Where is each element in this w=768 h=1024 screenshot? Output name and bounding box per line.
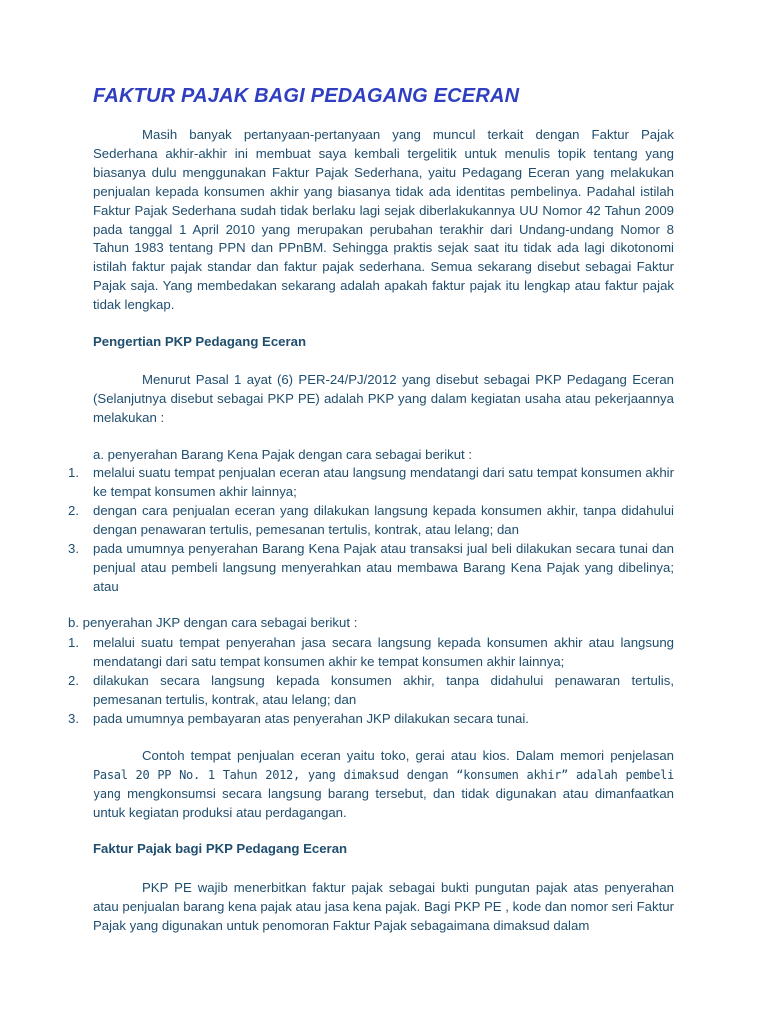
list-item (68, 710, 674, 729)
document-title: FAKTUR PAJAK BAGI PEDAGANG ECERAN (93, 85, 520, 107)
example-paragraph (93, 747, 674, 823)
list-item-text: melalui suatu tempat penjualan eceran atau langsung mendatangi dari satu tempat konsumen akhir ke tempat konsumen akhir lainnya; (93, 465, 674, 499)
list-item-text: melalui suatu tempat penyerahan jasa secara langsung kepada konsumen akhir atau langsung mendatangi dari satu tempat konsumen akhir ke tempat konsumen akhir lainnya; (93, 635, 674, 669)
list-item (68, 672, 674, 710)
list-item-number: 1. (68, 465, 79, 480)
intro-paragraph: Masih banyak pertanyaan-pertanyaan yang muncul terkait dengan Faktur Pajak Sederhana akhir-akhir ini membuat saya kembali tergelitik untuk menulis topik tentang yang biasanya dulu menggunakan Faktur Pajak Sederhana, yaitu Pedagang Eceran yang melakukan penjualan kepada konsumen akhir yang biasanya tidak ada identitas pembelinya. Padahal istilah Faktur Pajak Sederhana sudah tidak berlaku lagi sejak diberlakukannya UU Nomor 42 Tahun 2009 pada tanggal 1 April 2010 yang merupakan perubahan terakhir dari Undang-undang Nomor 8 Tahun 1983 tentang PPN dan PPnBM. Sehingga praktis sejak saat itu tidak ada lagi dikotonomi istilah faktur pajak standar dan faktur pajak sederhana. Semua sekarang disebut sebagai Faktur Pajak saja. Yang membedakan sekarang adalah apakah faktur pajak itu lengkap atau faktur pajak tidak lengkap. (93, 127, 674, 313)
faktur-paragraph: PKP PE wajib menerbitkan faktur pajak sebagai bukti pungutan pajak atas penyerahan atau penjualan barang kena pajak atau jasa kena pajak. Bagi PKP PE , kode dan nomor seri Faktur Pajak yang digunakan untuk penomoran Faktur Pajak sebagaimana dimaksud dalam (93, 880, 674, 933)
example-text-start: Contoh tempat penjualan eceran yaitu toko, gerai atau kios. Dalam memori penjelasan (142, 748, 674, 763)
list-item (68, 634, 674, 672)
list-item-number: 2. (68, 503, 79, 518)
definition-paragraph: Menurut Pasal 1 ayat (6) PER-24/PJ/2012 yang disebut sebagai PKP Pedagang Eceran (Selanjutnya disebut sebagai PKP PE) adalah PKP yang dalam kegiatan usaha atau pekerjaannya melakukan : (93, 372, 674, 425)
example-text-end: mengkonsumsi secara langsung barang tersebut, dan tidak digunakan atau dimanfaatkan untuk kegiatan produksi atau perdagangan. (93, 785, 674, 820)
list-a-label: a. penyerahan Barang Kena Pajak dengan cara sebagai berikut : (93, 447, 473, 462)
list-item-text: dengan cara penjualan eceran yang dilakukan langsung kepada konsumen akhir, tanpa didahului dengan penawaran tertulis, pemesanan tertulis, kontrak, atau lelang; dan (93, 503, 674, 537)
list-item-number: 1. (68, 635, 79, 650)
section-heading-faktur: Faktur Pajak bagi PKP Pedagang Eceran (93, 841, 348, 856)
list-item (68, 540, 674, 597)
list-b-label: b. penyerahan JKP dengan cara sebagai berikut : (68, 615, 358, 630)
list-item-number: 3. (68, 711, 79, 726)
list-item (68, 464, 674, 502)
list-item (68, 502, 674, 540)
example-text-regulation: Pasal 20 PP No. 1 Tahun 2012, yang dimaksud dengan “konsumen akhir” adalah pembeli yang (93, 767, 674, 801)
list-item-text: pada umumnya pembayaran atas penyerahan JKP dilakukan secara tunai. (93, 711, 529, 726)
section-heading-pengertian: Pengertian PKP Pedagang Eceran (93, 334, 307, 349)
list-item-number: 2. (68, 673, 79, 688)
list-item-text: pada umumnya penyerahan Barang Kena Pajak atau transaksi jual beli dilakukan secara tunai dan penjual atau pembeli langsung menyerahkan atau membawa Barang Kena Pajak yang dibelinya; atau (93, 541, 674, 594)
list-item-number: 3. (68, 541, 79, 556)
list-item-text: dilakukan secara langsung kepada konsumen akhir, tanpa didahului penawaran tertulis, pemesanan tertulis, kontrak, atau lelang; dan (93, 673, 674, 707)
